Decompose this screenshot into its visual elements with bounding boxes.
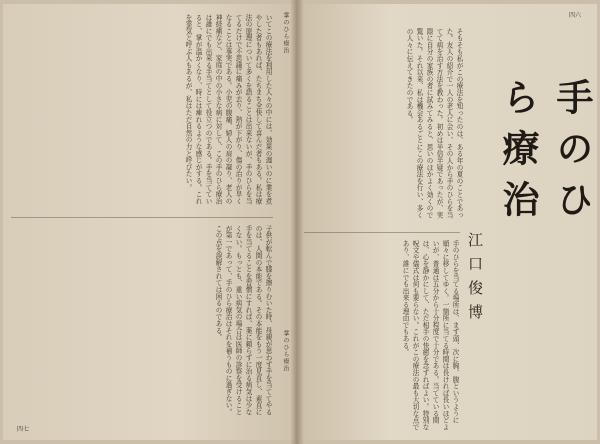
article-title: 手のひら療治	[496, 78, 593, 231]
left-page	[3, 4, 294, 440]
page-number-left: 四七	[17, 426, 30, 433]
article-author: 江口俊博	[466, 232, 484, 328]
right-page	[300, 4, 597, 440]
section-divider	[304, 232, 460, 233]
running-head-left: 掌のひら療治	[282, 12, 289, 54]
running-head-left-lower: 掌のひら療治	[282, 330, 289, 372]
right-lower-body-text: 手のひらを当てる場所は、まず頭、次に胸、腹というように順々に移してゆく。一箇所に当てる時間は長ければ長いほどよいが、普通は五分から十分程度で十分である。当てている間は、心を静かにして、ただ相手の快癒を念ずればよい。特別な呪文や儀式は何も要らない。これがこの療法の最も大切な点であり、誰にでも出来る理由でもある。	[401, 240, 459, 431]
left-lower-body-text: 子供が転んで膝を擦りむいた時、母親が思わず手を当ててやるのは、人間の本能である。その本能をもう一度見直し、素直に手を当てることを習慣にすれば、薬に頼らずに治る病気は少なくない。もっとも、重い病気の場合は医師の診察を受けることが第一であって、手のひら療治はそれを補うものに過ぎない。この点を誤解されては困るのである。	[214, 225, 272, 416]
section-divider	[11, 217, 273, 218]
book-gutter	[290, 0, 304, 444]
right-upper-body-text: そもそも私がこの療法を知ったのは、ある年の夏のことであった。友人の紹介で一人の老人に会い、その人から手のひらを当てて病を治す方法を教わった。初めは半信半疑であったが、実際に自分の家族の者に試みてみると、思いのほかよく効くので驚いた。それ以来、私は機会あるごとにこの療法を行い、多くの人々に伝えてきたのである。	[405, 28, 463, 219]
left-upper-body-text: いてこの療法を利用した人々の中には、効果の遅いのに業を煮やした者もあれば、たちまち全快して喜んだ者もある。私は療法の原理について多くを語ることは出来ないが、手のひらを当てるだけで不思議に痛みが去り、熱が下がり、傷の治りが早くなることは事実である。小児の腹痛、婦人の肩の凝り、老人の神経痛など、家庭の中の小さな病に対して、この手のひら療治は誰にでも出来る手当てとして役立つのである。手を当てていると、掌が温かくなり、時には痺れるような感じがする。これを霊気と呼ぶ人もあるが、私はただ自然の力と呼びたい。	[184, 14, 272, 205]
page-number-right: 四六	[568, 12, 581, 19]
